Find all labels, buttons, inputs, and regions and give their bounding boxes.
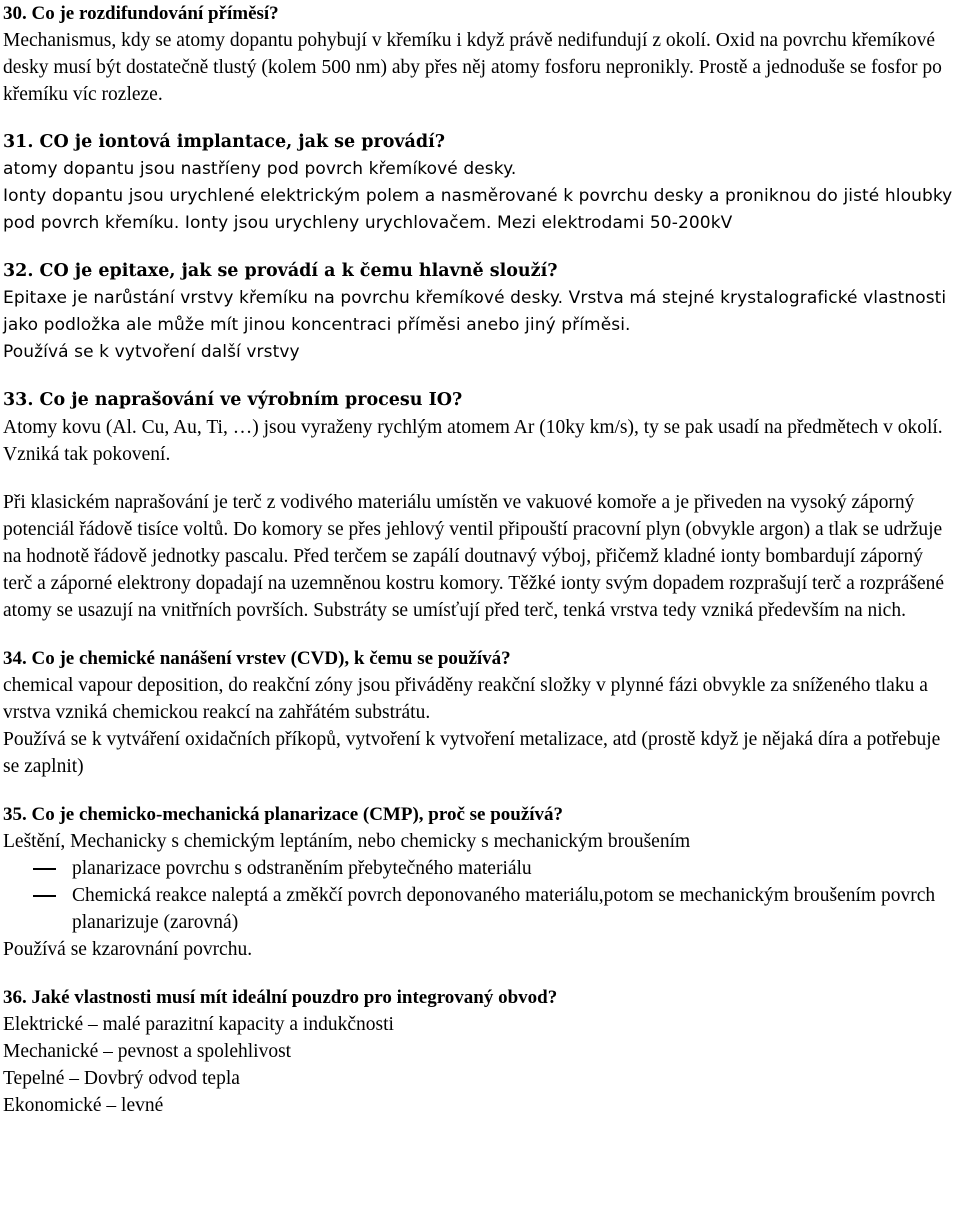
section-30	[3, 0, 955, 108]
answer-34-line-1: chemical vapour deposition, do reakční zóny jsou přiváděny reakční složky v plynné fázi obvykle za sníženého tlaku a vrstva vzniká chemickou reakcí na zahřátém substrátu.	[3, 675, 928, 723]
question-34-heading: 34. Co je chemické nanášení vrstev (CVD), k čemu se používá?	[3, 648, 511, 669]
answer-31-line-1: atomy dopantu jsou nastříeny pod povrch křemíkové desky.	[3, 159, 517, 179]
answer-35-outro: Používá se kzarovnání povrchu.	[3, 939, 253, 960]
section-35	[3, 801, 955, 963]
question-33-heading: 33. Co je naprašování ve výrobním procesu IO?	[3, 390, 463, 410]
list-item	[3, 855, 955, 882]
answer-35-intro: Leštění, Mechanicky s chemickým leptáním, nebo chemicky s mechanickým broušením	[3, 831, 691, 852]
answer-36-line-4: Ekonomické – levné	[3, 1095, 164, 1116]
section-33	[3, 387, 955, 624]
question-32-heading: 32. CO je epitaxe, jak se provádí a k čemu hlavně slouží?	[3, 261, 558, 281]
answer-36-line-3: Tepelné – Dovbrý odvod tepla	[3, 1068, 240, 1089]
answer-32-line-2: Používá se k vytvoření další vrstvy	[3, 342, 300, 362]
question-35-heading: 35. Co je chemicko-mechanická planarizace (CMP), proč se používá?	[3, 804, 564, 825]
answer-33-line-2: Při klasickém naprašování je terč z vodivého materiálu umístěn ve vakuové komoře a je přiveden na vysoký záporný potenciál řádově tisíce voltů. Do komory se přes jehlový ventil připouští pracovní plyn (obvykle argon) a tlak se udržuje na hodnotě řádově jednotky pascalu. Před terčem se zapálí doutnavý výboj, přičemž kladné ionty bombardují záporný terč a záporné elektrony dopadají na uzemněnou kostru komory. Těžké ionty svým dopadem rozprašují terč a rozprášené atomy se usazují na vnitřních površích. Substráty se umísťují před terč, tenká vrstva tedy vzniká především na nich.	[3, 492, 945, 621]
section-32	[3, 258, 955, 366]
question-36-heading: 36. Jaké vlastnosti musí mít ideální pouzdro pro integrovaný obvod?	[3, 987, 558, 1008]
answer-33-line-1: Atomy kovu (Al. Cu, Au, Ti, …) jsou vyraženy rychlým atomem Ar (10ky km/s), ty se pak usadí na předmětech v okolí. Vzniká tak pokovení.	[3, 417, 943, 465]
answer-36-line-2: Mechanické – pevnost a spolehlivost	[3, 1041, 292, 1062]
dash-bullet	[33, 868, 56, 870]
question-30-heading: 30. Co je rozdifundování příměsí?	[3, 3, 279, 24]
answer-32-line-1: Epitaxe je narůstání vrstvy křemíku na povrchu křemíkové desky. Vrstva má stejné krystalografické vlastnosti jako podložka ale může mít jinou koncentraci příměsi anebo jiný příměsi.	[3, 288, 947, 335]
section-31	[3, 129, 955, 237]
dash-bullet	[33, 895, 56, 897]
answer-30-text: Mechanismus, kdy se atomy dopantu pohybují v křemíku i když právě nedifundují z okolí. Oxid na povrchu křemíkové desky musí být dostatečně tlustý (kolem 500 nm) aby přes něj atomy fosforu nepronikly. Prostě a jednoduše se fosfor po křemíku víc rozleze.	[3, 30, 942, 105]
answer-34-line-2: Používá se k vytváření oxidačních příkopů, vytvoření k vytvoření metalizace, atd (prostě když je nějaká díra a potřebuje se zaplnit)	[3, 729, 941, 777]
list-item-text: planarizace povrchu s odstraněním přebytečného materiálu	[72, 858, 532, 879]
question-31-heading: 31. CO je iontová implantace, jak se provádí?	[3, 132, 446, 152]
list-item-text: Chemická reakce naleptá a změkčí povrch deponovaného materiálu,potom se mechanickým broušením povrch planarizuje (zarovná)	[72, 885, 936, 933]
document-page	[3, 0, 955, 1119]
answer-36-line-1: Elektrické – malé parazitní kapacity a indukčnosti	[3, 1014, 394, 1035]
section-34	[3, 645, 955, 780]
list-item	[3, 882, 955, 936]
answer-35-list	[3, 855, 955, 936]
section-36	[3, 984, 955, 1119]
answer-31-line-2: Ionty dopantu jsou urychlené elektrickým polem a nasměrované k povrchu desky a proniknou do jisté hloubky pod povrch křemíku. Ionty jsou urychleny urychlovačem. Mezi elektrodami 50-200kV	[3, 186, 953, 233]
